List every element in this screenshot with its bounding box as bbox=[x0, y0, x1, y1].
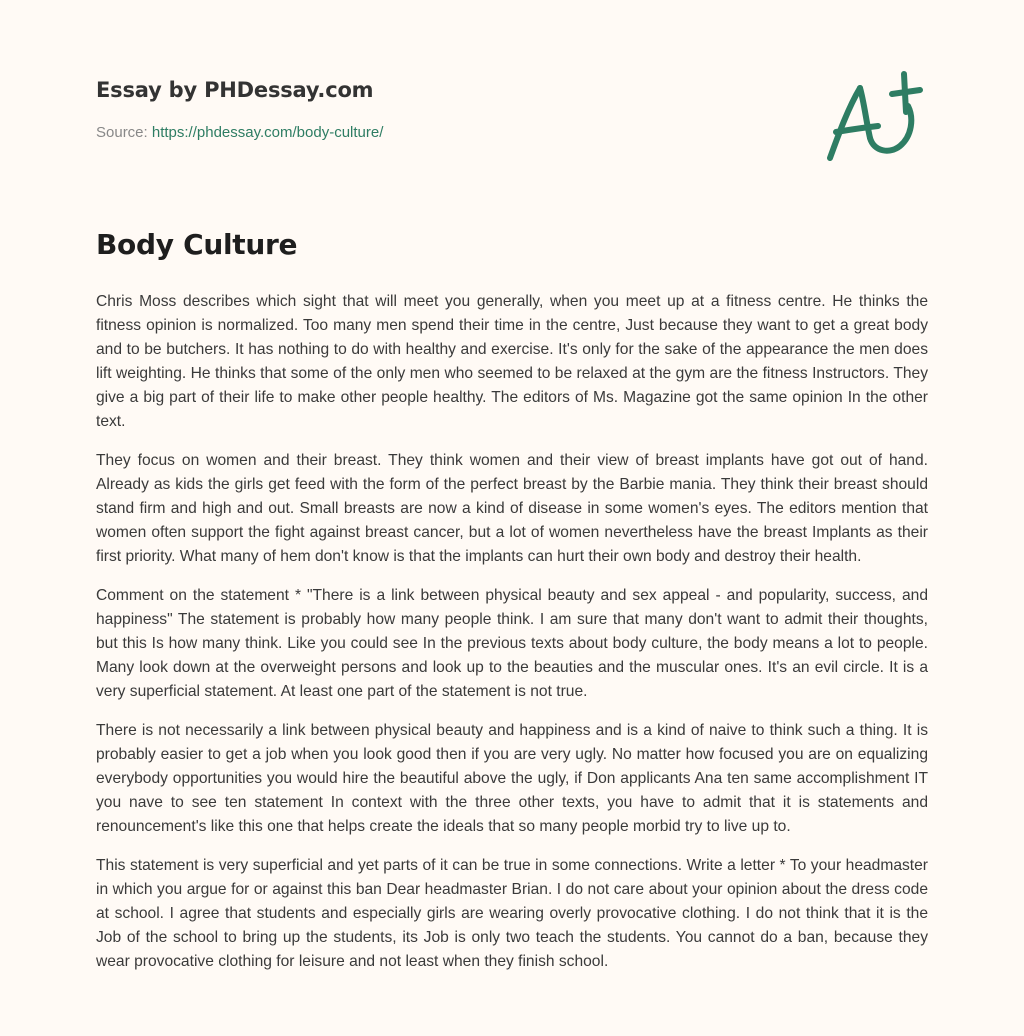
site-title: Essay by PHDessay.com bbox=[96, 78, 374, 102]
paragraph-3: Comment on the statement * "There is a link between physical beauty and sex appeal - and popularity, success, and happiness" The statement is probably how many people think. I am sure that many don't want to admit their thoughts, but this Is how many think. Like you could see In the previous texts about body culture, the body means a lot to people. Many look down at the overweight persons and look up to the beauties and the muscular ones. It's an evil circle. It is a very superficial statement. At least one part of the statement is not true. bbox=[96, 587, 928, 700]
paragraph-4: There is not necessarily a link between physical beauty and happiness and is a kind of naive to think such a thing. It is probably easier to get a job when you look good then if you are very ugly. No matter how focused you are on equalizing everybody opportunities you would hire the beautiful above the ugly, if Don applicants Ana ten same accomplishment IT you nave to see ten statement In context with the three other texts, you have to admit that it is statements and renouncement's like this one that helps create the ideals that so many people morbid try to live up to. bbox=[96, 722, 928, 835]
source-line bbox=[96, 122, 796, 144]
essay-article bbox=[96, 226, 928, 989]
page-header bbox=[96, 74, 796, 144]
paragraph-1: Chris Moss describes which sight that will meet you generally, when you meet up at a fitness centre. He thinks the fitness opinion is normalized. Too many men spend their time in the centre, Just because they want to get a great body and to be butchers. It has nothing to do with healthy and exercise. It's only for the sake of the appearance the men does lift weighting. He thinks that some of the only men who seemed to be relaxed at the gym are the fitness Instructors. They give a big part of their life to make other people healthy. The editors of Ms. Magazine got the same opinion In the other text. bbox=[96, 293, 928, 430]
paragraph-5: This statement is very superficial and yet parts of it can be true in some connections. Write a letter * To your headmaster in which you argue for or against this ban Dear headmaster Brian. I do not care about your opinion about the dress code at school. I agree that students and especially girls are wearing overly provocative clothing. I do not think that it is the Job of the school to bring up the students, its Job is only two teach the students. You cannot do a ban, because they wear provocative clothing for leisure and not least when they finish school. bbox=[96, 857, 928, 970]
article-title: Body Culture bbox=[96, 228, 298, 261]
paragraph-2: They focus on women and their breast. They think women and their view of breast implants have got out of hand. Already as kids the girls get feed with the form of the perfect breast by the Barbie mania. They think their breast should stand firm and high and out. Small breasts are now a kind of disease in some women's eyes. The editors mention that women often support the fight against breast cancer, but a lot of women nevertheless have the breast Implants as their first priority. What many of hem don't know is that the implants can hurt their own body and destroy their health. bbox=[96, 452, 928, 565]
a-plus-grade-icon bbox=[820, 66, 930, 166]
source-link[interactable]: https://phdessay.com/body-culture/ bbox=[151, 124, 384, 141]
source-label: Source: bbox=[96, 124, 152, 141]
